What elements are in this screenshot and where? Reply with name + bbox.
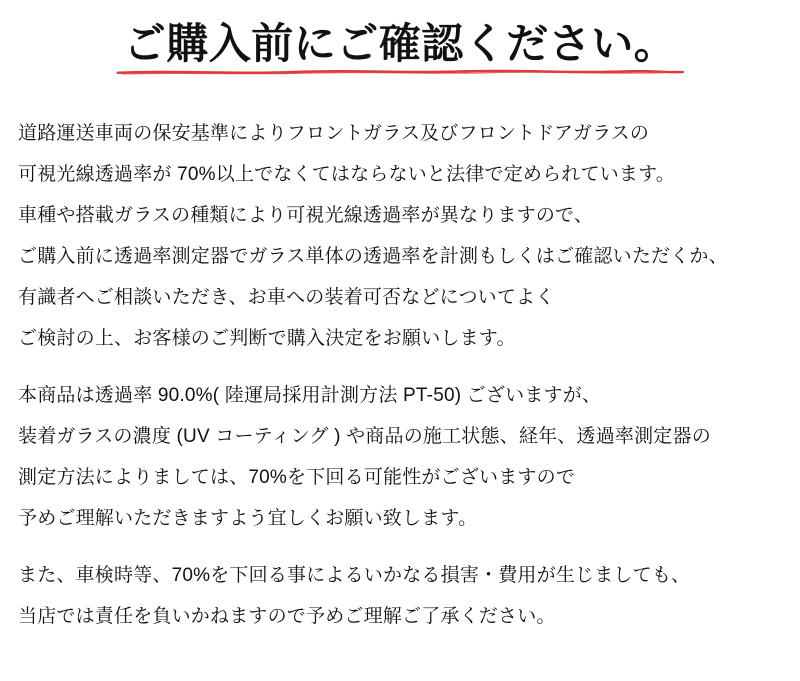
paragraph-liability-notice [18,555,784,637]
paragraph-legal-notice [18,113,784,359]
paragraph-line: 当店では責任を負いかねますので予めご理解ご了承ください。 [18,606,556,627]
paragraph-line: 本商品は透過率 90.0%( 陸運局採用計測方法 PT-50) ございますが、 [18,385,602,406]
red-underline-stroke [116,69,685,75]
paragraph-line: 可視光線透過率が 70%以上でなくてはならないと法律で定められています。 [18,164,675,185]
paragraph-product-spec-notice [18,375,784,539]
page-title-text: ご購入前にご確認ください。 [123,20,677,67]
paragraph-line: ご検討の上、お客様のご判断で購入決定をお願いします。 [18,328,516,349]
paragraph-line: 有識者へご相談いただき、お車への装着可否などについてよく [18,287,555,308]
paragraph-line: 測定方法によりましては、70%を下回る可能性がございますので [18,467,576,488]
page-title [122,18,679,77]
paragraph-line: また、車検時等、70%を下回る事によるいかなる損害・費用が生じましても、 [18,565,691,586]
paragraph-line: ご購入前に透過率測定器でガラス単体の透過率を計測もしくはご確認いただくか、 [18,246,728,267]
headline-container [0,18,800,77]
paragraph-line: 装着ガラスの濃度 (UV コーティング ) や商品の施工状態、経年、透過率測定器の [18,426,711,447]
paragraph-line: 道路運送車両の保安基準によりフロントガラス及びフロントドアガラスの [18,123,650,144]
paragraph-line: 予めご理解いただきますよう宜しくお願い致します。 [18,508,478,529]
paragraph-line: 車種や搭載ガラスの種類により可視光線透過率が異なりますので、 [18,205,594,226]
